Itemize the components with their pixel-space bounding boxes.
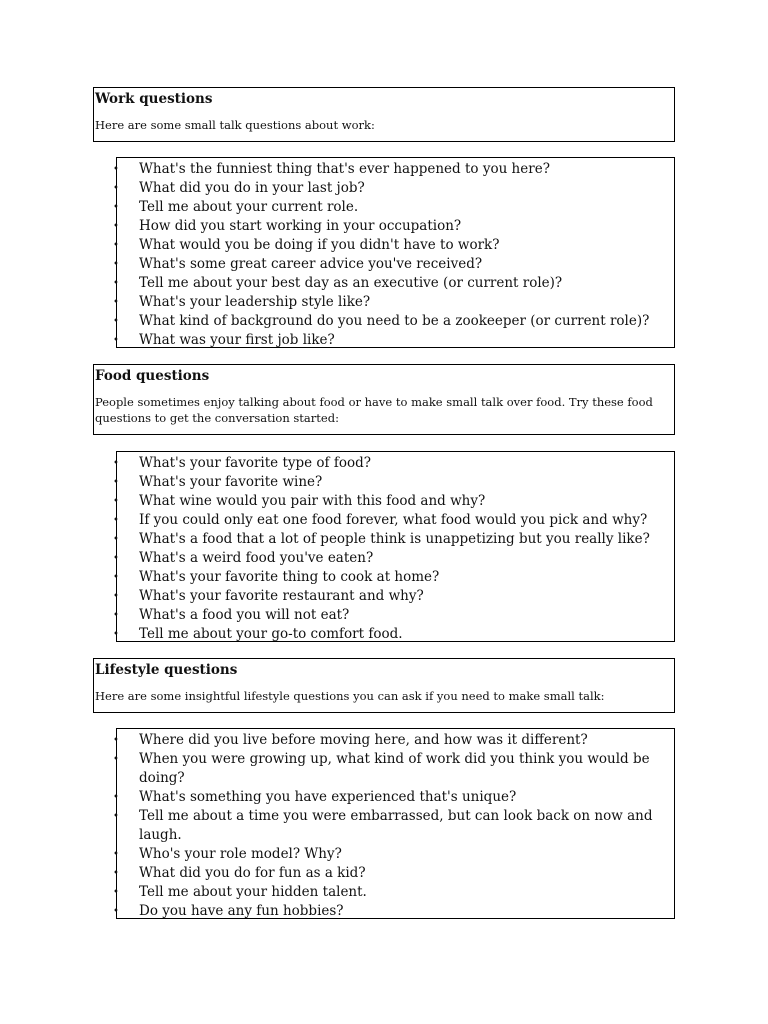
list-item: • Tell me about your current role. <box>113 199 359 215</box>
bullet-icon: • <box>113 278 119 289</box>
list-item: • What's your favorite restaurant and why? <box>113 588 424 604</box>
list-item: • What wine would you pair with this food and why? <box>113 493 486 509</box>
list-item: • What would you be doing if you didn't have to work? <box>113 237 500 253</box>
list-item: • What was your first job like? <box>113 332 335 348</box>
list-item: • If you could only eat one food forever, what food would you pick and why? <box>113 512 648 528</box>
list-item: • What's the funniest thing that's ever happened to you here? <box>113 161 550 177</box>
list-item: • Where did you live before moving here, and how was it different? <box>113 732 588 748</box>
question-list <box>113 454 674 644</box>
list-item: • Tell me about a time you were embarrassed, but can look back on now and laugh. <box>113 808 653 843</box>
bullet-icon: • <box>113 591 119 602</box>
bullet-icon: • <box>113 221 119 232</box>
list-item: • Tell me about your hidden talent. <box>113 884 367 900</box>
section-heading-box <box>93 364 675 435</box>
bullet-icon: • <box>113 202 119 213</box>
bullet-icon: • <box>113 811 119 822</box>
list-item: • What's a food you will not eat? <box>113 607 350 623</box>
bullet-icon: • <box>113 496 119 507</box>
section-title: Work questions <box>95 91 213 107</box>
list-item: • What's a food that a lot of people think is unappetizing but you really like? <box>113 531 650 547</box>
question-list <box>113 731 674 921</box>
list-item: • What did you do for fun as a kid? <box>113 865 366 881</box>
list-item: • When you were growing up, what kind of work did you think you would be doing? <box>113 751 650 786</box>
bullet-icon: • <box>113 629 119 640</box>
bullet-icon: • <box>113 297 119 308</box>
list-item: • What's your favorite thing to cook at home? <box>113 569 440 585</box>
bullet-icon: • <box>113 887 119 898</box>
section-heading-box <box>93 87 675 142</box>
bullet-icon: • <box>113 735 119 746</box>
bullet-icon: • <box>113 534 119 545</box>
list-item: • Tell me about your go-to comfort food. <box>113 626 403 642</box>
bullet-icon: • <box>113 754 119 765</box>
bullet-icon: • <box>113 792 119 803</box>
bullet-icon: • <box>113 849 119 860</box>
bullet-icon: • <box>113 610 119 621</box>
bullet-icon: • <box>113 316 119 327</box>
list-item: • Tell me about your best day as an executive (or current role)? <box>113 275 563 291</box>
section-description: Here are some small talk questions about work: <box>95 118 375 132</box>
section-title: Food questions <box>95 368 210 384</box>
list-item: • What's some great career advice you've received? <box>113 256 483 272</box>
bullet-icon: • <box>113 477 119 488</box>
question-list-box <box>113 157 675 348</box>
question-list-box <box>113 728 675 919</box>
question-list <box>113 160 674 350</box>
bullet-icon: • <box>113 553 119 564</box>
list-item: • What's your leadership style like? <box>113 294 371 310</box>
bullet-icon: • <box>113 183 119 194</box>
list-item: • How did you start working in your occupation? <box>113 218 462 234</box>
question-list-box <box>113 451 675 642</box>
bullet-icon: • <box>113 868 119 879</box>
bullet-icon: • <box>113 335 119 346</box>
list-item: • What's something you have experienced that's unique? <box>113 789 517 805</box>
list-item: • What's your favorite type of food? <box>113 455 371 471</box>
list-item: • Do you have any fun hobbies? <box>113 903 344 919</box>
section-heading-box <box>93 658 675 713</box>
bullet-icon: • <box>113 240 119 251</box>
bullet-icon: • <box>113 572 119 583</box>
bullet-icon: • <box>113 164 119 175</box>
list-item: • What's a weird food you've eaten? <box>113 550 374 566</box>
section-description: Here are some insightful lifestyle questions you can ask if you need to make small talk: <box>95 689 605 703</box>
bullet-icon: • <box>113 515 119 526</box>
section-description: People sometimes enjoy talking about food or have to make small talk over food. Try these food questions to get the conversation started: <box>95 395 653 425</box>
list-item: • What's your favorite wine? <box>113 474 323 490</box>
section-title: Lifestyle questions <box>95 662 238 678</box>
list-item: • What kind of background do you need to be a zookeeper (or current role)? <box>113 313 650 329</box>
list-item: • Who's your role model? Why? <box>113 846 342 862</box>
bullet-icon: • <box>113 458 119 469</box>
bullet-icon: • <box>113 906 119 917</box>
list-item: • What did you do in your last job? <box>113 180 365 196</box>
bullet-icon: • <box>113 259 119 270</box>
